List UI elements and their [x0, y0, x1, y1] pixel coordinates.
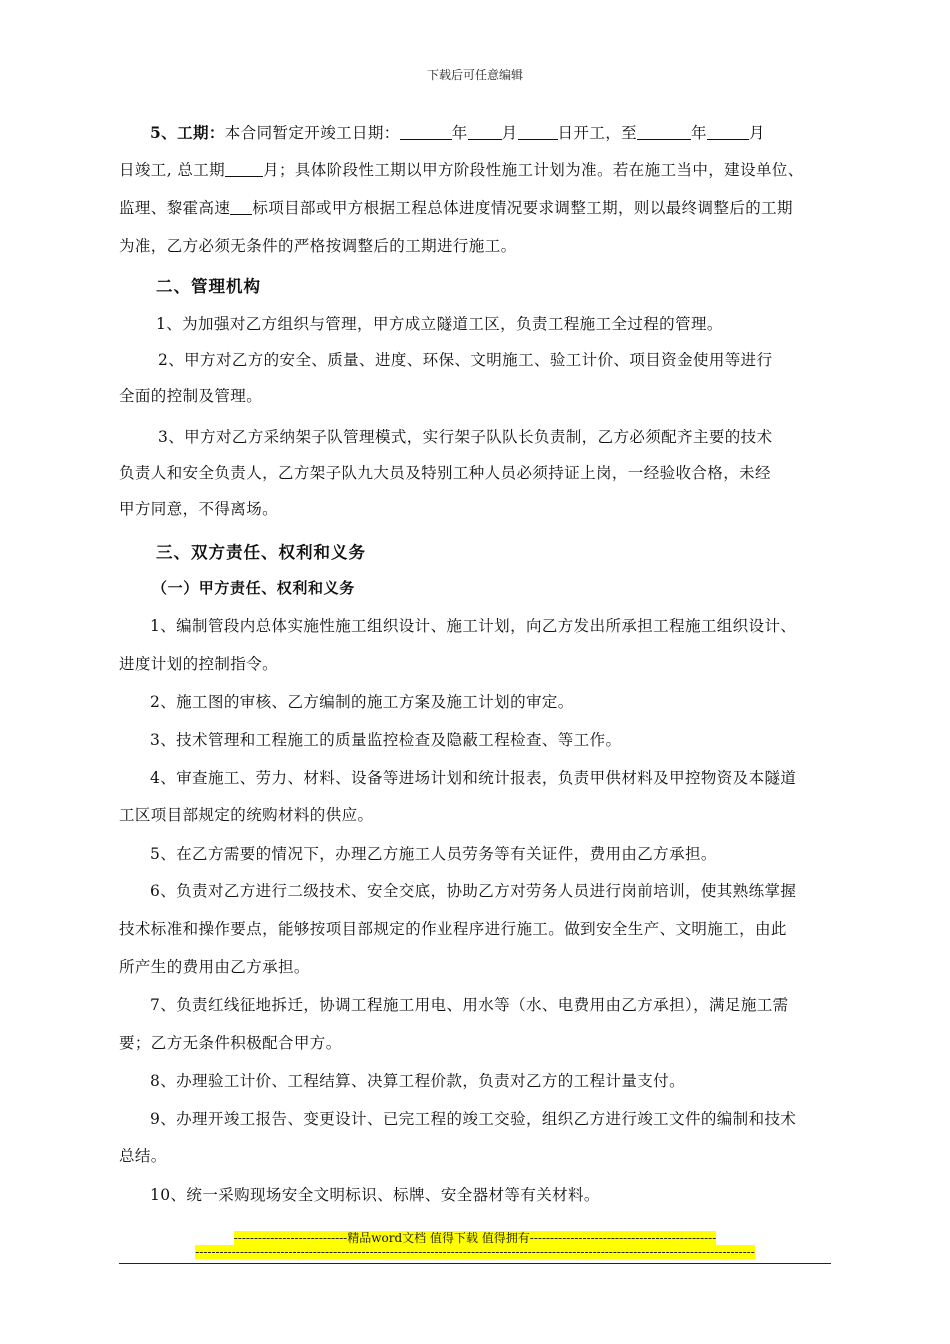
footer-rule — [119, 1263, 831, 1264]
blank-section-number — [230, 200, 252, 215]
party-a-item-6-cont1: 技术标准和操作要点，能够按项目部规定的作业程序进行施工。做到安全生产、文明施工，由此 — [119, 920, 787, 938]
blank-start-day — [518, 125, 558, 140]
management-item-2-cont: 全面的控制及管理。 — [119, 387, 263, 405]
blank-end-year — [637, 125, 691, 140]
party-a-item-7: 7、负责红线征地拆迁，协调工程施工用电、用水等（水、电费用由乙方承担），满足施工需 — [150, 996, 789, 1014]
schedule-paragraph-line3: 监理、黎霍高速 标项目部或甲方根据工程总体进度情况要求调整工期，则以最终调整后的工期 — [119, 199, 793, 217]
subsection-title-party-a: （一）甲方责任、权利和义务 — [152, 579, 355, 597]
party-a-item-3: 3、技术管理和工程施工的质量监控检查及隐蔽工程检查、等工作。 — [150, 731, 622, 749]
party-a-item-9-cont: 总结。 — [119, 1147, 167, 1165]
schedule-paragraph-line1: 5、工期：本合同暂定开竣工日期： 年 月 日开工，至 年 月 — [150, 123, 765, 142]
party-a-item-1: 1、编制管段内总体实施性施工组织设计、施工计划，向乙方发出所承担工程施工组织设计、 — [150, 617, 797, 635]
party-a-item-5: 5、在乙方需要的情况下，办理乙方施工人员劳务等有关证件，费用由乙方承担。 — [150, 845, 717, 863]
footer-banner-line2: ------------------------------------------------------------------------------------------------------------------------------------------ — [195, 1245, 755, 1259]
party-a-item-10: 10、统一采购现场安全文明标识、标牌、安全器材等有关材料。 — [150, 1186, 600, 1204]
party-a-item-8: 8、办理验工计价、工程结算、决算工程价款，负责对乙方的工程计量支付。 — [150, 1072, 685, 1090]
blank-total-months — [225, 162, 263, 177]
party-a-item-2: 2、施工图的审核、乙方编制的施工方案及施工计划的审定。 — [150, 693, 574, 711]
page-header: 下载后可任意编辑 — [426, 68, 523, 82]
schedule-paragraph-line2: 日竣工, 总工期 月；具体阶段性工期以甲方阶段性施工计划为准。若在施工当中，建设单位、 — [119, 161, 804, 179]
party-a-item-9: 9、办理开竣工报告、变更设计、已完工程的竣工交验，组织乙方进行竣工文件的编制和技术 — [150, 1110, 797, 1128]
section-title-responsibilities: 三、双方责任、权利和义务 — [156, 543, 366, 562]
party-a-item-4-cont: 工区项目部规定的统购材料的供应。 — [119, 806, 374, 824]
management-item-1: 1、为加强对乙方组织与管理，甲方成立隧道工区，负责工程施工全过程的管理。 — [156, 315, 723, 333]
schedule-paragraph-line4: 为准，乙方必须无条件的严格按调整后的工期进行施工。 — [119, 237, 517, 255]
section-title-management: 二、管理机构 — [156, 277, 261, 296]
party-a-item-7-cont: 要；乙方无条件积极配合甲方。 — [119, 1034, 342, 1052]
blank-end-month — [707, 125, 749, 140]
management-item-3: 3、甲方对乙方采纳架子队管理模式，实行架子队队长负责制，乙方必须配齐主要的技术 — [158, 428, 773, 446]
blank-start-year — [400, 125, 452, 140]
management-item-3-cont1: 负责人和安全负责人，乙方架子队九大员及特别工种人员必须持证上岗，一经验收合格，未经 — [119, 464, 771, 482]
management-item-3-cont2: 甲方同意，不得离场。 — [119, 500, 279, 518]
blank-start-month — [468, 125, 502, 140]
management-item-2: 2、甲方对乙方的安全、质量、进度、环保、文明施工、验工计价、项目资金使用等进行 — [158, 351, 773, 369]
party-a-item-1-cont: 进度计划的控制指令。 — [119, 655, 279, 673]
party-a-item-6-cont2: 所产生的费用由乙方承担。 — [119, 958, 310, 976]
footer-banner-line1: ----------------------------精品word文档 值得下载 值得拥有---------------------------------------------- — [233, 1231, 717, 1245]
party-a-item-4: 4、审查施工、劳力、材料、设备等进场计划和统计报表，负责甲供材料及甲控物资及本隧道 — [150, 769, 797, 787]
schedule-label: 5、工期： — [150, 123, 225, 142]
party-a-item-6: 6、负责对乙方进行二级技术、安全交底，协助乙方对劳务人员进行岗前培训，使其熟练掌握 — [150, 882, 797, 900]
